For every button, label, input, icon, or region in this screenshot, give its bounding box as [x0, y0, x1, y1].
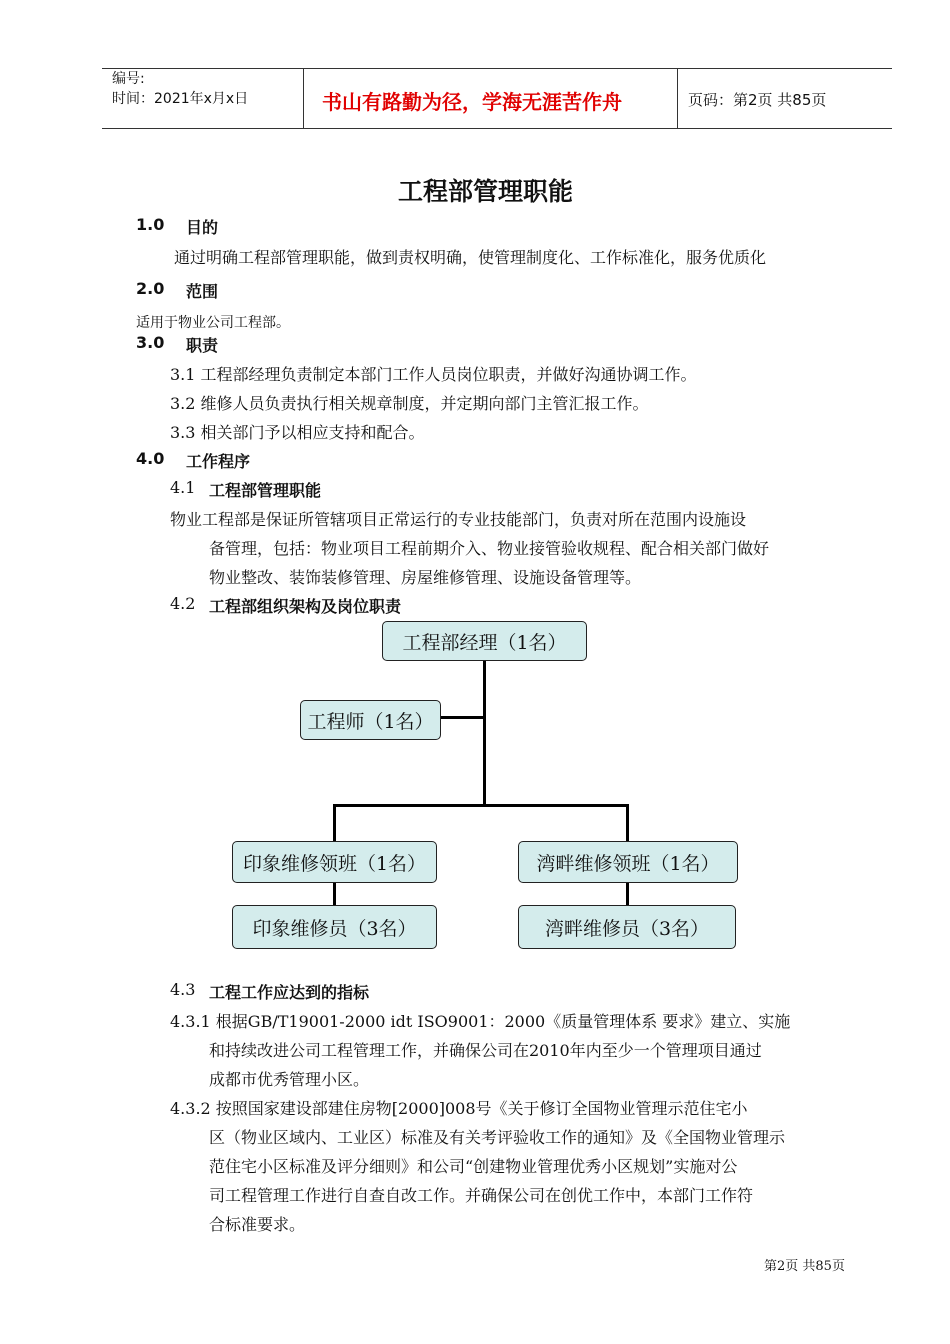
connector-line	[333, 804, 336, 842]
subsection-number: 4.1	[170, 478, 196, 497]
paragraph-line: 备管理，包括：物业项目工程前期介入、物业接管验收规程、配合相关部门做好	[209, 539, 770, 558]
paragraph: 适用于物业公司工程部。	[136, 315, 290, 331]
connector-line	[333, 804, 629, 807]
paragraph-line: 司工程管理工作进行自查自改工作。并确保公司在创优工作中，本部门工作符	[209, 1186, 754, 1205]
paragraph-line: 物业整改、装饰装修管理、房屋维修管理、设施设备管理等。	[209, 568, 642, 587]
connector-line	[440, 716, 485, 719]
header-top-rule	[102, 68, 892, 69]
paragraph-line: 合标准要求。	[209, 1215, 306, 1234]
paragraph-line: 物业工程部是保证所管辖项目正常运行的专业技能部门，负责对所在范围内设施设	[170, 510, 747, 529]
paragraph-line: 区（物业区域内、工业区）标准及有关考评验收工作的通知》及《全国物业管理示	[209, 1128, 786, 1147]
org-node-engineer: 工程师（1名）	[300, 700, 441, 740]
org-node-leader-a: 印象维修领班（1名）	[232, 841, 437, 883]
org-node-leader-b: 湾畔维修领班（1名）	[518, 841, 738, 883]
subsection-number: 4.2	[170, 594, 196, 613]
org-node-staff-a: 印象维修员（3名）	[232, 905, 437, 949]
org-node-staff-b: 湾畔维修员（3名）	[518, 905, 736, 949]
paragraph-line: 4.3.2 按照国家建设部建住房物[2000]008号《关于修订全国物业管理示范住宅小	[170, 1099, 748, 1118]
header-motto: 书山有路勤为径，学海无涯苦作舟	[322, 90, 622, 114]
section-heading: 目的	[186, 218, 219, 237]
paragraph-line: 4.3.1 根据GB/T19001-2000 idt ISO9001：2000《质量管理体系 要求》建立、实施	[170, 1012, 791, 1031]
paragraph-line: 范住宅小区标准及评分细则》和公司“创建物业管理优秀小区规划”实施对公	[209, 1157, 738, 1176]
subsection-heading: 工程部组织架构及岗位职责	[209, 597, 402, 616]
header-divider	[677, 68, 678, 128]
list-item: 3.1 工程部经理负责制定本部门工作人员岗位职责，并做好沟通协调工作。	[170, 365, 697, 384]
section-heading: 范围	[186, 282, 219, 301]
org-node-manager: 工程部经理（1名）	[382, 621, 587, 661]
subsection-heading: 工程部管理职能	[209, 481, 322, 500]
header-bottom-rule	[102, 128, 892, 129]
section-heading: 工作程序	[186, 452, 251, 471]
section-number: 4.0	[136, 449, 165, 468]
list-item: 3.2 维修人员负责执行相关规章制度，并定期向部门主管汇报工作。	[170, 394, 649, 413]
footer-page-number: 第2页 共85页	[764, 1259, 845, 1274]
connector-line	[333, 882, 336, 906]
header-time-label: 时间：2021年x月x日	[112, 91, 249, 107]
subsection-heading: 工程工作应达到的指标	[209, 983, 370, 1002]
page-title: 工程部管理职能	[398, 177, 574, 206]
connector-line	[626, 882, 629, 906]
connector-line	[483, 660, 486, 806]
header-page-info: 页码：第2页 共85页	[688, 91, 827, 109]
section-number: 3.0	[136, 333, 165, 352]
section-heading: 职责	[186, 336, 219, 355]
paragraph: 通过明确工程部管理职能，做到责权明确，使管理制度化、工作标准化，服务优质化	[174, 248, 767, 267]
subsection-number: 4.3	[170, 980, 196, 999]
header-divider	[303, 68, 304, 128]
paragraph-line: 和持续改进公司工程管理工作，并确保公司在2010年内至少一个管理项目通过	[209, 1041, 762, 1060]
connector-line	[626, 804, 629, 842]
list-item: 3.3 相关部门予以相应支持和配合。	[170, 423, 425, 442]
header-number-label: 编号:	[112, 71, 145, 87]
section-number: 1.0	[136, 215, 165, 234]
section-number: 2.0	[136, 279, 165, 298]
paragraph-line: 成都市优秀管理小区。	[209, 1070, 370, 1089]
